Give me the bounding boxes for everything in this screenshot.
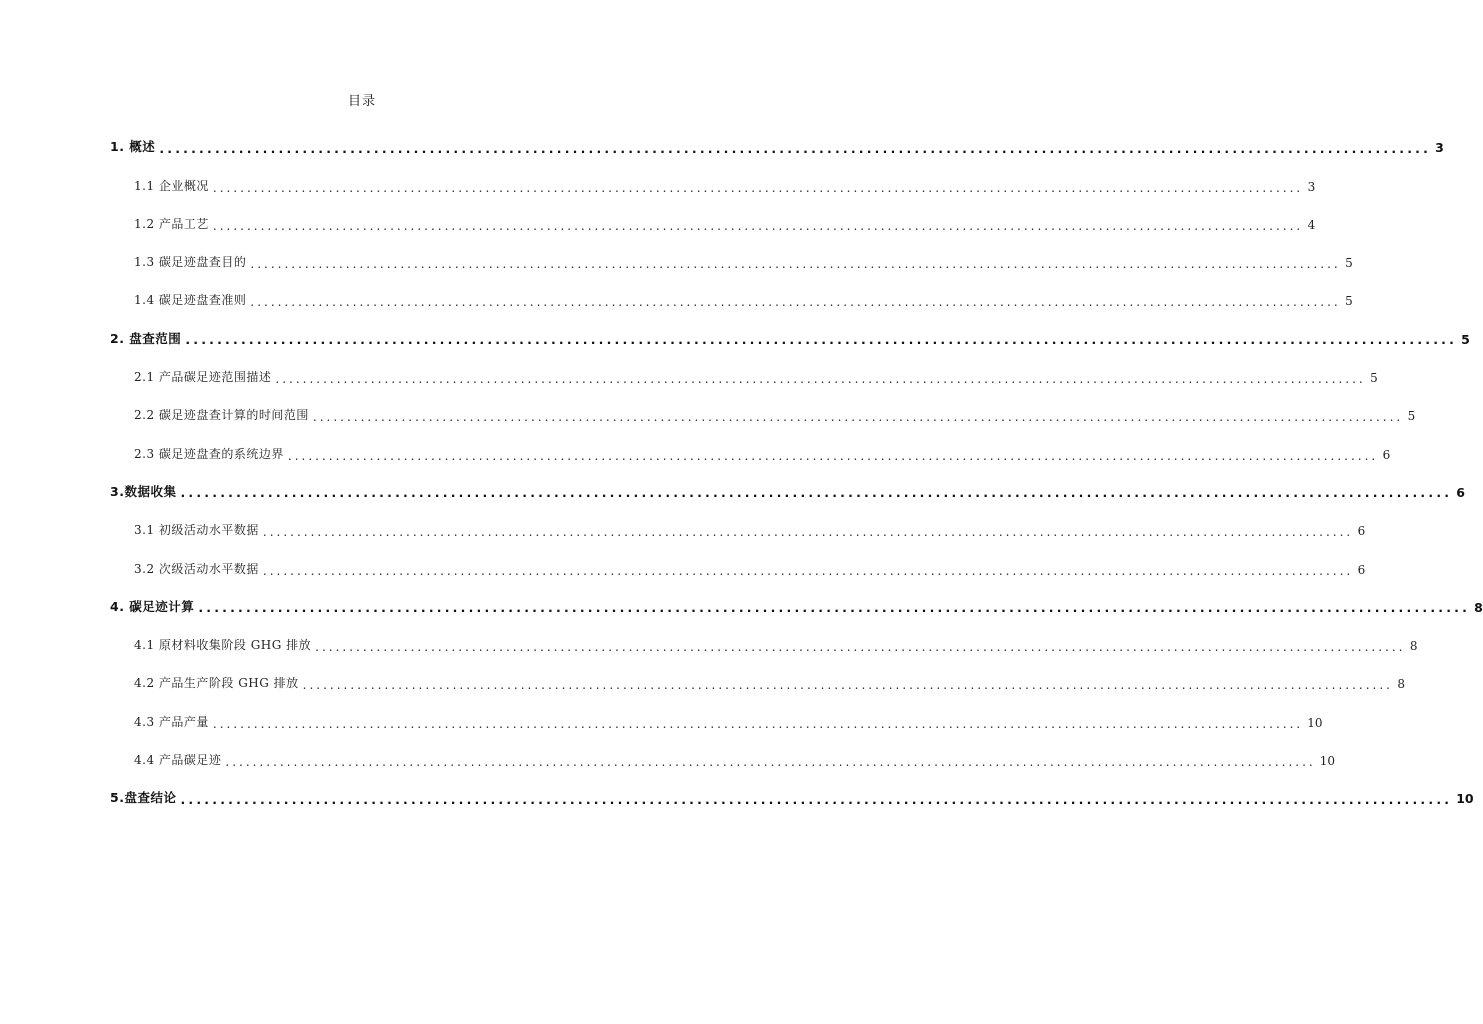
toc-entry-1-2[interactable] [110,201,1316,239]
toc-page-number: 5 [1345,294,1353,309]
toc-entry-1[interactable] [110,124,1444,162]
toc-page-number: 5 [1345,256,1353,271]
toc-entry-label: 4.1 原材料收集阶段 GHG 排放 [134,638,312,653]
toc-dot-leader: ................................................................................................................................................................ [225,755,1316,770]
toc-entry-3-2[interactable] [110,545,1366,583]
toc-page-number: 10 [1456,791,1474,807]
toc-entry-1-4[interactable] [110,277,1353,315]
toc-entry-1-1[interactable] [110,162,1316,200]
toc-entry-label: 1.1 企业概况 [134,178,209,193]
toc-entry-label: 4.2 产品生产阶段 GHG 排放 [134,676,299,691]
toc-entry-label: 1. 概述 [110,139,156,155]
toc-entry-1-3[interactable] [110,239,1353,277]
toc-entry-3[interactable] [110,469,1465,507]
toc-entry-label: 3.2 次级活动水平数据 [134,561,259,576]
toc-dot-leader: ................................................................................................................................................................ [275,372,1366,387]
table-of-contents [110,124,1483,813]
toc-dot-leader: ................................................................................................................................................................ [250,257,1341,272]
toc-entry-2-3[interactable] [110,430,1391,468]
toc-page-number: 8 [1409,639,1418,654]
toc-entry-4-4[interactable] [110,737,1335,775]
toc-page-number: 8 [1397,677,1405,692]
toc-dot-leader: ................................................................................................................................................................ [212,716,1304,731]
toc-page-number: 10 [1307,715,1323,730]
toc-entry-5[interactable] [110,775,1474,813]
toc-page-number: 8 [1474,599,1483,615]
toc-entry-label: 3.数据收集 [110,483,177,499]
toc-entry-label: 5.盘查结论 [110,790,177,806]
toc-dot-leader: ................................................................................................................................................................ [262,563,1354,578]
toc-dot-leader: ................................................................................................................................................................ [159,140,1432,156]
toc-dot-leader: ................................................................................................................................................................ [198,600,1471,616]
toc-page-number: 5 [1370,371,1378,386]
toc-dot-leader: ................................................................................................................................................................ [312,410,1404,425]
toc-entry-label: 3.1 初级活动水平数据 [134,523,259,538]
toc-page-number: 6 [1357,524,1366,539]
toc-entry-4[interactable] [110,584,1483,622]
toc-dot-leader: ................................................................................................................................................................ [185,332,1458,348]
toc-entry-label: 2.1 产品碳足迹范围描述 [134,370,272,385]
toc-entry-2-1[interactable] [110,354,1378,392]
toc-page-number: 3 [1435,140,1444,156]
toc-page-number: 10 [1319,754,1335,769]
toc-page-number: 3 [1307,179,1316,194]
toc-page-number: 5 [1461,331,1470,347]
toc-entry-label: 1.3 碳足迹盘查目的 [134,255,247,270]
toc-page-number: 6 [1357,562,1366,577]
toc-entry-2-2[interactable] [110,392,1416,430]
toc-entry-4-1[interactable] [110,622,1418,660]
toc-entry-label: 1.4 碳足迹盘查准则 [134,293,247,308]
toc-dot-leader: ................................................................................................................................................................ [250,295,1341,310]
toc-dot-leader: ................................................................................................................................................................ [180,485,1453,501]
toc-title: 目录 [347,94,376,109]
toc-dot-leader: ................................................................................................................................................................ [212,218,1304,233]
toc-entry-label: 4.4 产品碳足迹 [134,753,222,768]
toc-entry-4-3[interactable] [110,698,1323,736]
toc-dot-leader: ................................................................................................................................................................ [180,791,1453,807]
toc-entry-label: 1.2 产品工艺 [134,216,209,231]
toc-entry-label: 2. 盘查范围 [110,330,182,346]
toc-dot-leader: ................................................................................................................................................................ [287,448,1379,463]
toc-entry-label: 4. 碳足迹计算 [110,598,195,614]
toc-dot-leader: ................................................................................................................................................................ [262,525,1354,540]
toc-entry-label: 2.3 碳足迹盘查的系统边界 [134,446,284,461]
toc-entry-3-1[interactable] [110,507,1366,545]
toc-page-number: 6 [1456,484,1465,500]
toc-page-number: 6 [1382,447,1391,462]
toc-entry-label: 2.2 碳足迹盘查计算的时间范围 [134,408,309,423]
toc-page-number: 4 [1307,217,1316,232]
toc-dot-leader: ................................................................................................................................................................ [212,180,1304,195]
toc-entry-label: 4.3 产品产量 [134,714,209,729]
toc-entry-2[interactable] [110,315,1470,353]
toc-entry-4-2[interactable] [110,660,1405,698]
toc-dot-leader: ................................................................................................................................................................ [315,640,1406,655]
toc-dot-leader: ................................................................................................................................................................ [302,678,1393,693]
toc-page-number: 5 [1407,409,1416,424]
